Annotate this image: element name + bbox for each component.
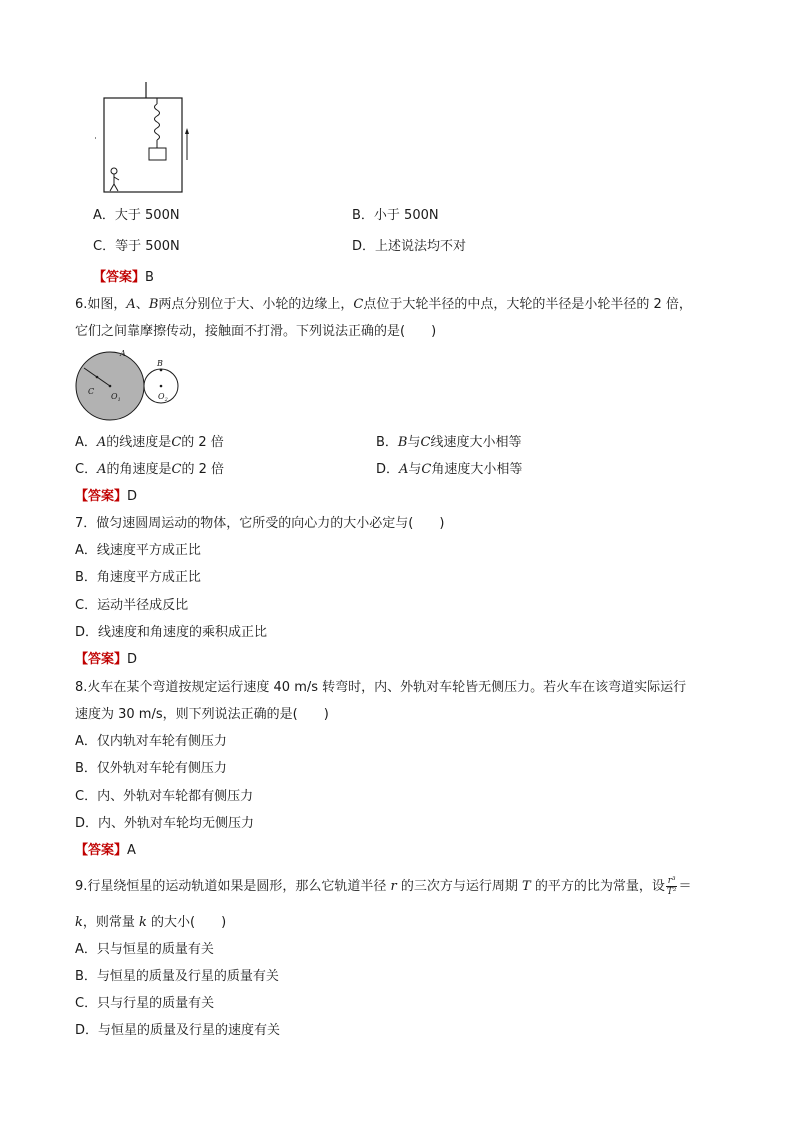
q5-option-a: A．大于 500N (93, 208, 180, 223)
q5-option-d: D．上述说法均不对 (352, 239, 467, 254)
option-text: 与 (407, 435, 421, 450)
person-head (111, 168, 117, 174)
q8-answer (75, 841, 136, 861)
q9-stem-line1 (75, 876, 691, 897)
label-a: A (120, 349, 126, 358)
label-o2: $O_2$ (158, 392, 168, 403)
var: A (96, 435, 107, 450)
center-o2-dot (160, 385, 163, 388)
q9-option-b: B．与恒星的质量及行星的质量有关 (75, 969, 279, 984)
q9-text: 的大小( ) (146, 915, 227, 930)
q7-option-d: D．线速度和角速度的乘积成正比 (75, 625, 268, 640)
answer-value: D (127, 489, 138, 504)
answer-label: 【答案】 (75, 652, 128, 667)
answer-label: 【答案】 (75, 489, 128, 504)
option-text: 的线速度是 (106, 435, 172, 450)
point-b-dot (160, 369, 163, 372)
q6-option-d (376, 460, 522, 480)
option-prefix: B． (376, 435, 398, 450)
q6-option-a (75, 433, 224, 453)
ratio-fraction (666, 876, 678, 897)
fraction-denominator: T² (666, 887, 677, 897)
q5-option-b: B．小于 500N (352, 208, 439, 223)
option-text: 与 (408, 462, 422, 477)
q7-option-b: B．角速度平方成正比 (75, 570, 201, 585)
q8-stem-line1: 8.火车在某个弯道按规定运行速度 40 m/s 转弯时，内、外轨对车轮皆无侧压力。若火车在该弯道实际运行 (75, 680, 687, 695)
q6-option-c (75, 460, 224, 480)
q9-text: 9.行星绕恒星的运动轨道如果是圆形，那么它轨道半径 (75, 879, 391, 894)
var-b: B (148, 297, 159, 312)
option-text: 的角速度是 (106, 462, 172, 477)
var-r: r (390, 879, 397, 894)
var-c: C (353, 297, 364, 312)
q7-answer (75, 650, 137, 670)
q9-option-c: C．只与行星的质量有关 (75, 996, 215, 1011)
q8-option-b: B．仅外轨对车轮有侧压力 (75, 761, 227, 776)
answer-value: A (127, 843, 136, 858)
q7-option-a: A．线速度平方成正比 (75, 543, 201, 558)
label-b: B (157, 359, 163, 368)
q9-text: 的平方的比为常量，设 (530, 879, 665, 894)
label-c: C (88, 387, 95, 396)
var: C (171, 435, 182, 450)
option-text: 的 2 倍 (181, 435, 224, 450)
var: C (420, 435, 431, 450)
answer-value: D (127, 652, 138, 667)
q5-option-c: C．等于 500N (93, 239, 180, 254)
var-k: k (139, 915, 147, 930)
q9-text: 的三次方与运行周期 (396, 879, 523, 894)
q6-text: 点位于大轮半径的中点，大轮的半径是小轮半径的 2 倍， (363, 297, 692, 312)
q8-option-a: A．仅内轨对车轮有侧压力 (75, 734, 227, 749)
q9-text: ，则常量 (82, 915, 140, 930)
wheels-figure (72, 346, 188, 424)
fraction-numerator: r³ (667, 876, 676, 886)
q9-stem-line2 (75, 913, 226, 933)
q7-stem: 7．做匀速圆周运动的物体，它所受的向心力的大小必定与( ) (75, 516, 445, 531)
option-text: 角速度大小相等 (431, 462, 523, 477)
hanging-mass (149, 148, 166, 160)
var-k: k (75, 915, 83, 930)
spring-coil (155, 104, 160, 140)
q6-text: 、 (135, 297, 149, 312)
q6-stem-line1 (75, 295, 692, 315)
option-prefix: D． (376, 462, 400, 477)
var: A (97, 462, 107, 477)
option-text: 的 2 倍 (181, 462, 224, 477)
var-a: A (126, 297, 136, 312)
q9-option-a: A．只与恒星的质量有关 (75, 942, 214, 957)
q8-option-d: D．内、外轨对车轮均无侧压力 (75, 816, 255, 831)
var: C (421, 462, 432, 477)
q8-option-c: C．内、外轨对车轮都有侧压力 (75, 789, 254, 804)
elevator-figure (94, 80, 194, 196)
answer-label: 【答案】 (93, 270, 146, 285)
option-prefix: C． (75, 462, 98, 477)
var: C (171, 462, 182, 477)
answer-value: B (145, 270, 154, 285)
q8-stem-line2: 速度为 30 m/s，则下列说法正确的是( ) (75, 707, 329, 722)
label-o1: $O_1$ (111, 392, 121, 403)
q9-option-d: D．与恒星的质量及行星的速度有关 (75, 1023, 281, 1038)
var: A (399, 462, 409, 477)
q6-text: 两点分别位于大、小轮的边缘上， (158, 297, 354, 312)
q5-answer (93, 268, 154, 288)
q6-option-b (376, 433, 521, 453)
answer-label: 【答案】 (75, 843, 128, 858)
var-t: T (522, 879, 531, 894)
q6-text: 6.如图， (75, 297, 127, 312)
equals-sign: ＝ (678, 879, 692, 894)
option-prefix: A． (75, 435, 97, 450)
q7-option-c: C．运动半径成反比 (75, 598, 189, 613)
var: B (397, 435, 408, 450)
person-body (110, 174, 119, 191)
q6-answer (75, 487, 137, 507)
q6-stem-line2: 它们之间靠摩擦传动，接触面不打滑。下列说法正确的是( ) (75, 324, 437, 339)
motion-arrowhead (185, 128, 189, 134)
point-c-dot (96, 376, 99, 379)
center-o1-dot (109, 385, 112, 388)
option-text: 线速度大小相等 (430, 435, 522, 450)
